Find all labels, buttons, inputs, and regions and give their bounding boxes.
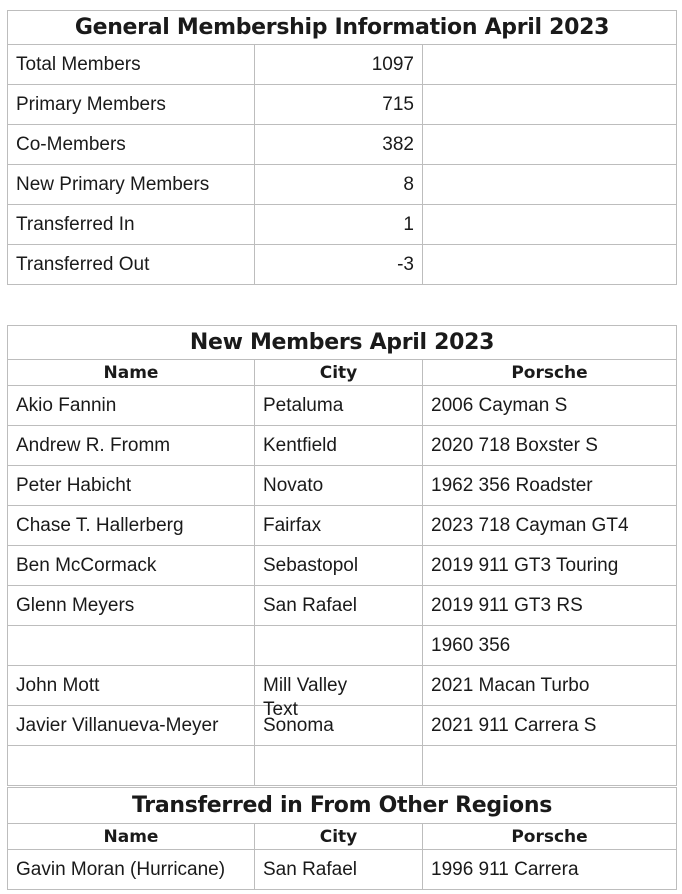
- member-name: Javier Villanueva-Meyer: [8, 706, 255, 746]
- stray-text-box[interactable]: Text: [263, 699, 298, 720]
- member-porsche: 1996 911 Carrera: [423, 850, 677, 890]
- stat-value: 1: [255, 205, 423, 245]
- transferred-in-title: Transferred in From Other Regions: [8, 788, 677, 824]
- column-header-name: Name: [8, 360, 255, 386]
- empty-cell: [423, 125, 677, 165]
- general-membership-table: [7, 10, 677, 285]
- empty-cell: [423, 85, 677, 125]
- table-row: [8, 850, 677, 890]
- table-row: [8, 165, 677, 205]
- member-city: [255, 746, 423, 786]
- table-row: [8, 546, 677, 586]
- stat-label: Transferred In: [8, 205, 255, 245]
- empty-cell: [423, 45, 677, 85]
- member-porsche: 2021 Macan Turbo: [423, 666, 677, 706]
- table-row: [8, 666, 677, 706]
- member-porsche: 2019 911 GT3 Touring: [423, 546, 677, 586]
- general-membership-title: General Membership Information April 2023: [8, 11, 677, 45]
- table-row: [8, 245, 677, 285]
- member-porsche: 1962 356 Roadster: [423, 466, 677, 506]
- stat-value: 1097: [255, 45, 423, 85]
- stat-value: 8: [255, 165, 423, 205]
- new-members-title: New Members April 2023: [8, 326, 677, 360]
- member-name: John Mott: [8, 666, 255, 706]
- table-row: [8, 746, 677, 786]
- empty-cell: [423, 165, 677, 205]
- member-name: [8, 626, 255, 666]
- member-city: Novato: [255, 466, 423, 506]
- member-city: Sonoma: [263, 714, 334, 736]
- table-row: [8, 45, 677, 85]
- table-row: [8, 706, 677, 746]
- stat-value: -3: [255, 245, 423, 285]
- member-name: Peter Habicht: [8, 466, 255, 506]
- member-porsche: [423, 746, 677, 786]
- member-city: Sebastopol: [255, 546, 423, 586]
- member-city: Fairfax: [255, 506, 423, 546]
- transferred-in-table: [7, 787, 677, 890]
- stat-label: Transferred Out: [8, 245, 255, 285]
- new-members-table: [7, 325, 677, 786]
- member-name: Andrew R. Fromm: [8, 426, 255, 466]
- member-city: San Rafael: [255, 850, 423, 890]
- table-row: [8, 586, 677, 626]
- stat-value: 382: [255, 125, 423, 165]
- member-name: [8, 746, 255, 786]
- member-city: Kentfield: [255, 426, 423, 466]
- member-name: Akio Fannin: [8, 386, 255, 426]
- table-row: [8, 386, 677, 426]
- table-row: [8, 626, 677, 666]
- column-header-porsche: Porsche: [423, 824, 677, 850]
- stat-value: 715: [255, 85, 423, 125]
- column-header-name: Name: [8, 824, 255, 850]
- column-header-city: City: [255, 824, 423, 850]
- member-porsche: 2006 Cayman S: [423, 386, 677, 426]
- stat-label: New Primary Members: [8, 165, 255, 205]
- member-name: Gavin Moran (Hurricane): [8, 850, 255, 890]
- member-city: Petaluma: [255, 386, 423, 426]
- member-name: Glenn Meyers: [8, 586, 255, 626]
- empty-cell: [423, 205, 677, 245]
- table-row: [8, 426, 677, 466]
- member-porsche: 2019 911 GT3 RS: [423, 586, 677, 626]
- member-porsche: 1960 356: [423, 626, 677, 666]
- member-name: Chase T. Hallerberg: [8, 506, 255, 546]
- table-row: [8, 85, 677, 125]
- column-header-porsche: Porsche: [423, 360, 677, 386]
- member-city-cell: [255, 699, 423, 746]
- member-porsche: 2023 718 Cayman GT4: [423, 506, 677, 546]
- member-city: [255, 626, 423, 666]
- table-row: [8, 506, 677, 546]
- member-city: Mill Valley: [255, 666, 423, 706]
- table-row: [8, 205, 677, 245]
- stat-label: Co-Members: [8, 125, 255, 165]
- stat-label: Total Members: [8, 45, 255, 85]
- member-city: San Rafael: [255, 586, 423, 626]
- table-row: [8, 125, 677, 165]
- column-header-city: City: [255, 360, 423, 386]
- member-porsche: 2020 718 Boxster S: [423, 426, 677, 466]
- stat-label: Primary Members: [8, 85, 255, 125]
- member-name: Ben McCormack: [8, 546, 255, 586]
- empty-cell: [423, 245, 677, 285]
- table-row: [8, 466, 677, 506]
- member-porsche: 2021 911 Carrera S: [423, 706, 677, 746]
